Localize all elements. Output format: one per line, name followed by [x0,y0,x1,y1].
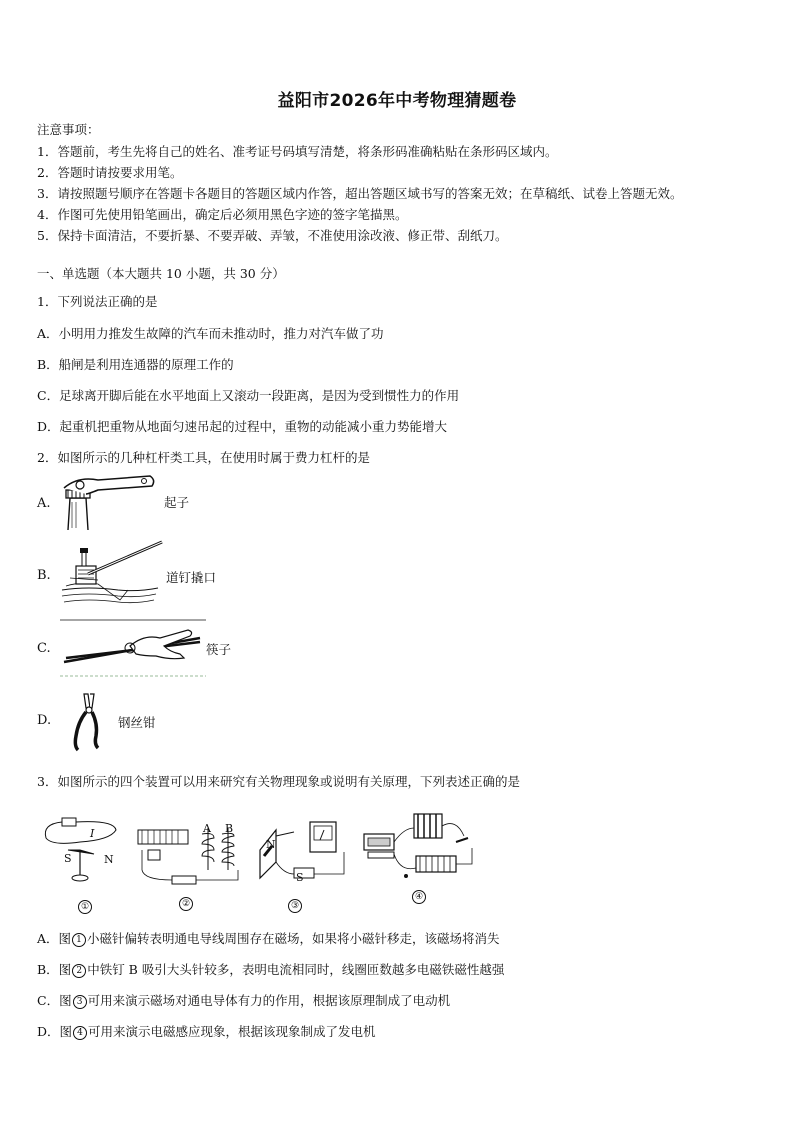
question-2-option-a-label: 起子 [164,495,190,510]
fig1-s-label: S [64,852,72,865]
notice-item: 4．作图可先使用铅笔画出，确定后必须用黑色字迹的签字笔描黑。 [37,207,408,222]
question-2-option-b-label: 道钉撬口 [166,570,217,585]
option-prefix: B．图 [37,962,72,977]
fig3-s-label: S [296,871,304,884]
question-2-option-d-letter: D. [37,713,52,728]
question-2-option-c-label: 筷子 [206,642,232,657]
notice-item: 1．答题前，考生先将自己的姓名、准考证号码填写清楚，将条形码准确粘贴在条形码区域内。 [37,144,558,159]
question-2-option-b-letter: B. [37,568,51,583]
spike-crowbar-icon [58,538,168,610]
question-3-stem: 3．如图所示的四个装置可以用来研究有关物理现象或说明有关原理，下列表述正确的是 [37,774,520,789]
fig2-b-label: B [225,822,234,835]
question-3-option-c [37,991,450,1009]
fig1-current-label: I [90,827,95,840]
figure-caption-4 [411,890,427,904]
figure-caption-2 [178,897,194,911]
option-text: 中铁钉 B 吸引大头针较多，表明电流相同时，线圈匝数越多电磁铁磁性越强 [87,962,505,977]
fig2-a-label: A [203,822,211,835]
question-2-option-a-letter: A. [37,496,51,511]
notice-item: 5．保持卡面清洁，不要折暴、不要弄破、弄皱，不准使用涂改液、修正带、刮纸刀。 [37,228,508,243]
question-2-stem: 2．如图所示的几种杠杆类工具，在使用时属于费力杠杆的是 [37,450,370,465]
question-1-option-a: A．小明用力推发生故障的汽车而未推动时，推力对汽车做了功 [37,326,384,341]
notice-heading: 注意事项： [37,122,100,137]
question-3-option-b [37,960,504,978]
figure-number: 2 [72,964,86,978]
question-1-option-c: C．足球离开脚后能在水平地面上又滚动一段距离，是因为受到惯性力的作用 [37,388,460,403]
option-prefix: C．图 [37,993,72,1008]
section-title: 一、单选题（本大题共 10 小题，共 30 分） [37,266,285,281]
figure-number: 1 [72,933,86,947]
option-text: 小磁针偏转表明通电导线周围存在磁场，如果将小磁针移走，该磁场将消失 [87,931,500,946]
page-title: 益阳市2026年中考物理猜题卷 [277,91,517,111]
option-text: 可用来演示电磁感应现象，根据该现象制成了发电机 [88,1024,376,1039]
option-prefix: A．图 [37,931,72,946]
generator-figure [356,808,484,890]
figure-caption-4-text: ④ [412,890,426,904]
notice-item: 3．请按照题号顺序在答题卡各题目的答题区域内作答，超出答题区域书写的答案无效；在草稿纸、试卷上答题无效。 [37,186,683,201]
figure-caption-3-text: ③ [288,899,302,913]
option-prefix: D．图 [37,1024,73,1039]
figure-number: 3 [73,995,87,1009]
question-2-option-d-label: 钢丝钳 [118,715,156,730]
figure-number: 4 [73,1026,87,1040]
bottle-opener-icon [58,472,158,534]
question-1-option-b: B．船闸是利用连通器的原理工作的 [37,357,234,372]
pliers-icon [64,690,114,752]
question-3-option-d [37,1022,376,1040]
figure-caption-1-text: ① [78,900,92,914]
notice-item: 2．答题时请按要求用笔。 [37,165,183,180]
fig1-n-label: N [104,853,114,866]
compass-wire-figure [40,814,124,884]
figure-caption-1 [77,900,93,914]
fig3-n-label: N [266,838,276,851]
figure-caption-2-text: ② [179,897,193,911]
question-1-stem: 1．下列说法正确的是 [37,294,158,309]
question-3-option-a [37,929,500,947]
figure-caption-3 [287,899,303,913]
question-2-option-c-letter: C. [37,641,51,656]
chopsticks-icon [60,616,208,678]
option-text: 可用来演示磁场对通电导体有力的作用，根据该原理制成了电动机 [87,993,451,1008]
question-1-option-d: D．起重机把重物从地面匀速吊起的过程中，重物的动能减小重力势能增大 [37,419,448,434]
electromagnet-figure [128,820,240,890]
